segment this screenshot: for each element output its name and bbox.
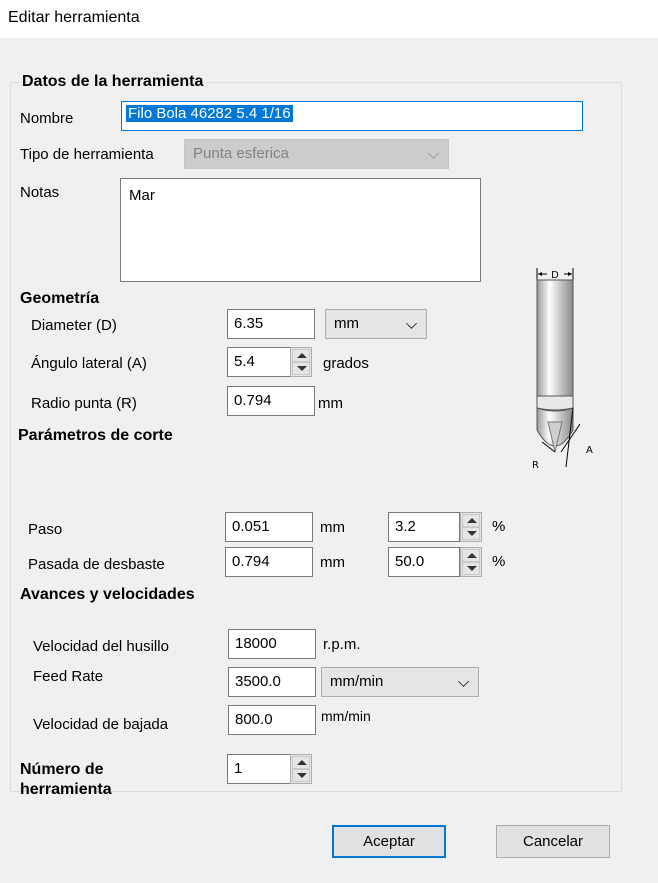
plunge-unit: mm/min xyxy=(321,708,371,724)
pass-unit: mm xyxy=(320,554,345,571)
arrow-up-icon xyxy=(297,353,307,358)
tool-type-value: Punta esferica xyxy=(193,145,289,162)
cutting-title: Parámetros de corte xyxy=(18,427,173,444)
tool-number-value: 1 xyxy=(234,760,243,777)
name-input[interactable] xyxy=(121,101,583,131)
notes-value: Mar xyxy=(129,187,155,204)
diameter-input[interactable] xyxy=(227,309,315,339)
step-spin-down-button[interactable] xyxy=(462,527,480,540)
cancel-button[interactable]: Cancelar xyxy=(496,825,610,858)
pass-spin-down-button[interactable] xyxy=(462,562,480,575)
step-label: Paso xyxy=(28,521,63,538)
arrow-down-icon xyxy=(297,366,307,371)
feed-rate-unit-value: mm/min xyxy=(330,673,384,690)
pass-input[interactable] xyxy=(225,547,313,577)
pass-spin-up-button[interactable] xyxy=(462,549,480,562)
plunge-label: Velocidad de bajada xyxy=(33,716,169,733)
feed-rate-input[interactable] xyxy=(228,667,316,697)
window-title: Editar herramienta xyxy=(8,9,140,26)
diameter-label: Diameter (D) xyxy=(31,317,117,334)
chevron-down-icon xyxy=(406,318,417,329)
tool-number-label-line1: Número de xyxy=(20,761,104,778)
angle-spin-down-button[interactable] xyxy=(292,362,310,375)
diagram-d-label: D xyxy=(551,270,559,281)
tool-number-label-line2: herramienta xyxy=(20,781,112,798)
ball-nose-tool-diagram xyxy=(528,262,604,474)
diagram-r-label: R xyxy=(532,460,539,471)
step-value: 0.051 xyxy=(232,518,270,535)
angle-input[interactable] xyxy=(227,347,291,377)
step-unit: mm xyxy=(320,519,345,536)
feeds-title: Avances y velocidades xyxy=(20,586,195,603)
step-spin-up-button[interactable] xyxy=(462,514,480,527)
name-label: Nombre xyxy=(20,110,74,127)
angle-label: Ángulo lateral (A) xyxy=(31,355,147,372)
name-input-value: Filo Bola 46282 5.4 1/16 xyxy=(128,105,291,122)
feed-rate-unit-select[interactable] xyxy=(321,667,479,697)
diameter-unit-value: mm xyxy=(334,315,359,332)
spindle-value: 18000 xyxy=(235,635,277,652)
pass-percent-value: 50.0 xyxy=(395,553,425,570)
pass-percent-spinner[interactable] xyxy=(460,547,482,577)
radius-unit: mm xyxy=(318,395,343,412)
arrow-down-icon xyxy=(297,773,307,778)
tool-type-label: Tipo de herramienta xyxy=(20,146,154,163)
title-bar xyxy=(0,0,658,38)
tool-number-spinner[interactable] xyxy=(290,754,312,784)
tool-number-spin-up-button[interactable] xyxy=(292,756,310,769)
arrow-up-icon xyxy=(467,553,477,558)
radius-value: 0.794 xyxy=(234,392,272,409)
pass-percent-sign: % xyxy=(492,553,506,570)
radius-label: Radio punta (R) xyxy=(31,395,137,412)
spindle-unit: r.p.m. xyxy=(323,636,361,653)
chevron-down-icon xyxy=(458,676,469,687)
arrow-up-icon xyxy=(297,760,307,765)
plunge-value: 800.0 xyxy=(235,711,273,728)
chevron-down-icon xyxy=(428,148,439,159)
arrow-down-icon xyxy=(467,566,477,571)
diagram-a-label: A xyxy=(586,445,593,456)
notes-textarea[interactable] xyxy=(120,178,481,282)
tool-number-spin-down-button[interactable] xyxy=(292,769,310,782)
spindle-input[interactable] xyxy=(228,629,316,659)
diameter-value: 6.35 xyxy=(234,315,264,332)
feed-rate-label: Feed Rate xyxy=(33,668,104,685)
accept-button[interactable]: Aceptar xyxy=(332,825,446,858)
diameter-unit-select[interactable] xyxy=(325,309,427,339)
radius-input[interactable] xyxy=(227,386,315,416)
pass-label: Pasada de desbaste xyxy=(28,556,165,573)
spindle-label: Velocidad del husillo xyxy=(33,638,169,655)
step-percent-input[interactable] xyxy=(388,512,460,542)
angle-spinner[interactable] xyxy=(290,347,312,377)
feed-rate-value: 3500.0 xyxy=(235,673,281,690)
step-percent-value: 3.2 xyxy=(395,518,416,535)
arrow-down-icon xyxy=(467,531,477,536)
geometry-title: Geometría xyxy=(20,290,100,307)
angle-unit: grados xyxy=(323,355,369,372)
angle-value: 5.4 xyxy=(234,353,255,370)
pass-value: 0.794 xyxy=(232,553,270,570)
tool-number-input[interactable] xyxy=(227,754,291,784)
pass-percent-input[interactable] xyxy=(388,547,460,577)
step-percent-sign: % xyxy=(492,518,506,535)
step-input[interactable] xyxy=(225,512,313,542)
angle-spin-up-button[interactable] xyxy=(292,349,310,362)
arrow-up-icon xyxy=(467,518,477,523)
notes-label: Notas xyxy=(20,184,60,201)
tool-data-title: Datos de la herramienta xyxy=(22,73,204,90)
tool-type-select[interactable] xyxy=(184,139,449,169)
step-percent-spinner[interactable] xyxy=(460,512,482,542)
plunge-input[interactable] xyxy=(228,705,316,735)
